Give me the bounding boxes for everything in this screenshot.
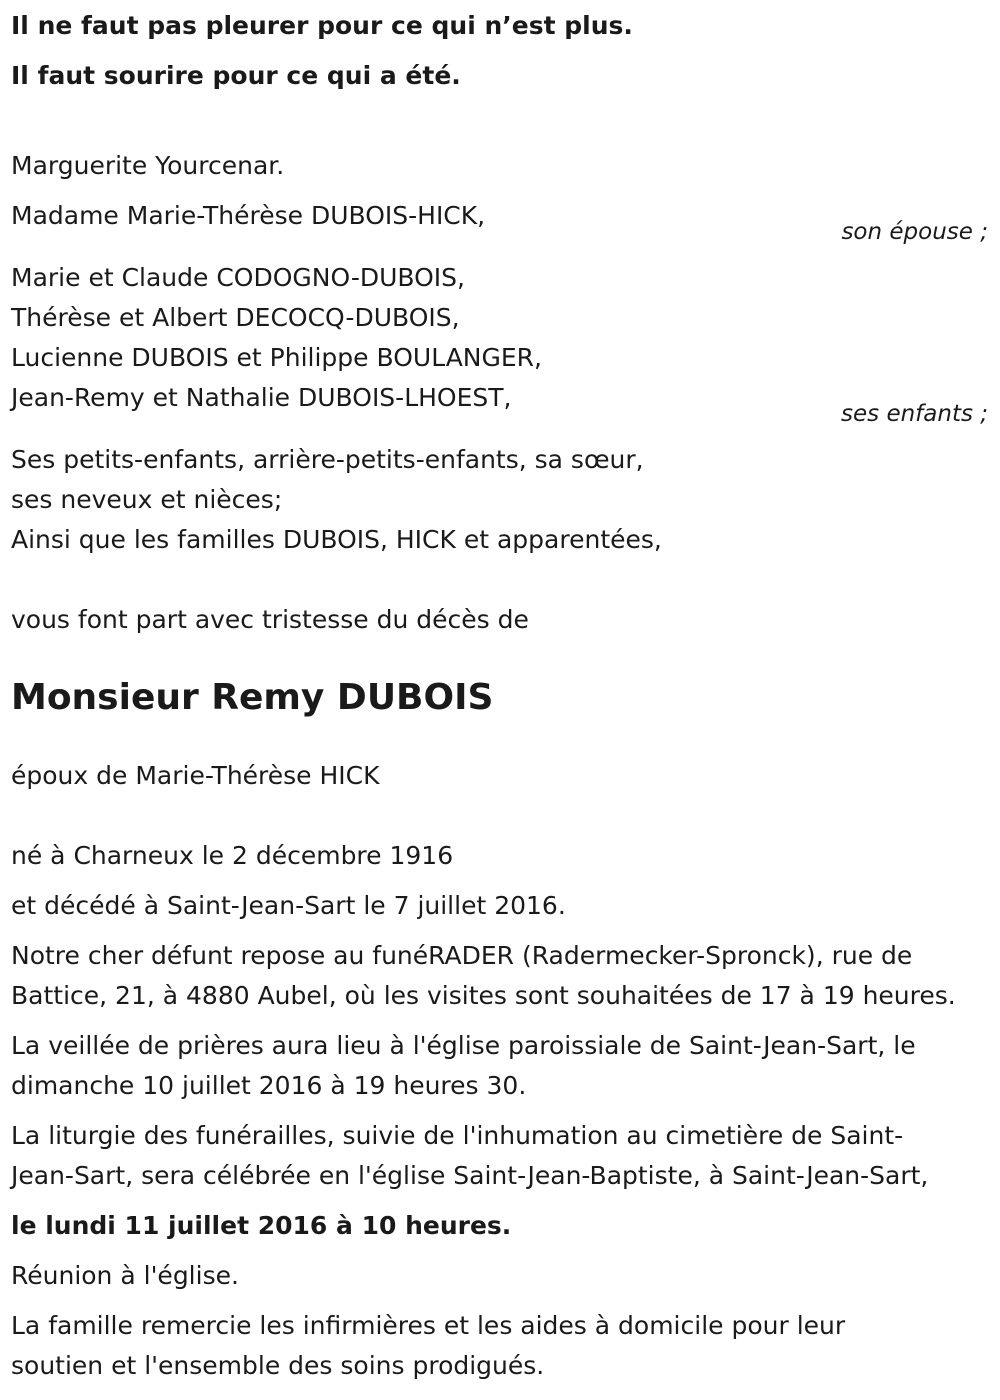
spacer	[11, 560, 991, 600]
vigil-line-1: La veillée de prières aura lieu à l'église paroissiale de Saint-Jean-Sart, le	[11, 1031, 916, 1060]
child-line-2: Thérèse et Albert DECOCQ-DUBOIS,	[11, 303, 460, 332]
family-line-2: ses neveux et nièces;	[11, 485, 283, 514]
announcement-text: vous font part avec tristesse du décès de	[11, 605, 529, 634]
thanks-line-1: La famille remercie les infirmières et les aides à domicile pour leur	[11, 1311, 846, 1340]
spacer	[11, 796, 991, 836]
family-block	[11, 440, 991, 560]
viewing-paragraph	[11, 936, 991, 1026]
spacer	[11, 106, 991, 146]
deceased-name: Monsieur Remy DUBOIS	[11, 677, 494, 718]
vigil-paragraph	[11, 1026, 991, 1116]
thanks-paragraph	[11, 1306, 991, 1386]
funeral-paragraph	[11, 1116, 991, 1206]
child-line-3: Lucienne DUBOIS et Philippe BOULANGER,	[11, 343, 542, 372]
quote-line-1: Il ne faut pas pleurer pour ce qui n’est plus.	[11, 11, 633, 40]
family-line-3: Ainsi que les familles DUBOIS, HICK et apparentées,	[11, 525, 662, 554]
spacer	[11, 726, 991, 756]
child-line-1: Marie et Claude CODOGNO-DUBOIS,	[11, 263, 465, 292]
vigil-line-2: dimanche 10 juillet 2016 à 19 heures 30.	[11, 1071, 527, 1100]
spacer	[11, 640, 991, 670]
spouse-name: Madame Marie-Thérèse DUBOIS-HICK,	[11, 201, 486, 230]
spouse-relation: son épouse ;	[841, 219, 988, 245]
family-line-1: Ses petits-enfants, arrière-petits-enfants, sa sœur,	[11, 445, 644, 474]
child-line-4: Jean-Remy et Nathalie DUBOIS-LHOEST,	[11, 383, 512, 412]
funeral-line-1: La liturgie des funérailles, suivie de l'inhumation au cimetière de Saint-	[11, 1121, 904, 1150]
funeral-line-2: Jean-Sart, sera célébrée en l'église Saint-Jean-Baptiste, à Saint-Jean-Sart,	[11, 1161, 929, 1190]
quote-line-2: Il faut sourire pour ce qui a été.	[11, 61, 461, 90]
thanks-line-2: soutien et l'ensemble des soins prodigués.	[11, 1351, 545, 1380]
funeral-date: le lundi 11 juillet 2016 à 10 heures.	[11, 1211, 512, 1240]
viewing-line-1: Notre cher défunt repose au funéRADER (Radermecker-Spronck), rue de	[11, 941, 913, 970]
obituary-page	[11, 0, 991, 1386]
viewing-line-2: Battice, 21, à 4880 Aubel, où les visites sont souhaitées de 17 à 19 heures.	[11, 981, 956, 1010]
death-info: et décédé à Saint-Jean-Sart le 7 juillet 2016.	[11, 891, 566, 920]
quote-block	[11, 6, 991, 106]
children-relation: ses enfants ;	[841, 401, 988, 427]
birth-info: né à Charneux le 2 décembre 1916	[11, 841, 454, 870]
meeting-info: Réunion à l'église.	[11, 1261, 239, 1290]
deceased-spouse-of: époux de Marie-Thérèse HICK	[11, 761, 380, 790]
quote-author: Marguerite Yourcenar.	[11, 151, 285, 180]
spouse-block	[11, 196, 991, 256]
children-block	[11, 258, 991, 438]
